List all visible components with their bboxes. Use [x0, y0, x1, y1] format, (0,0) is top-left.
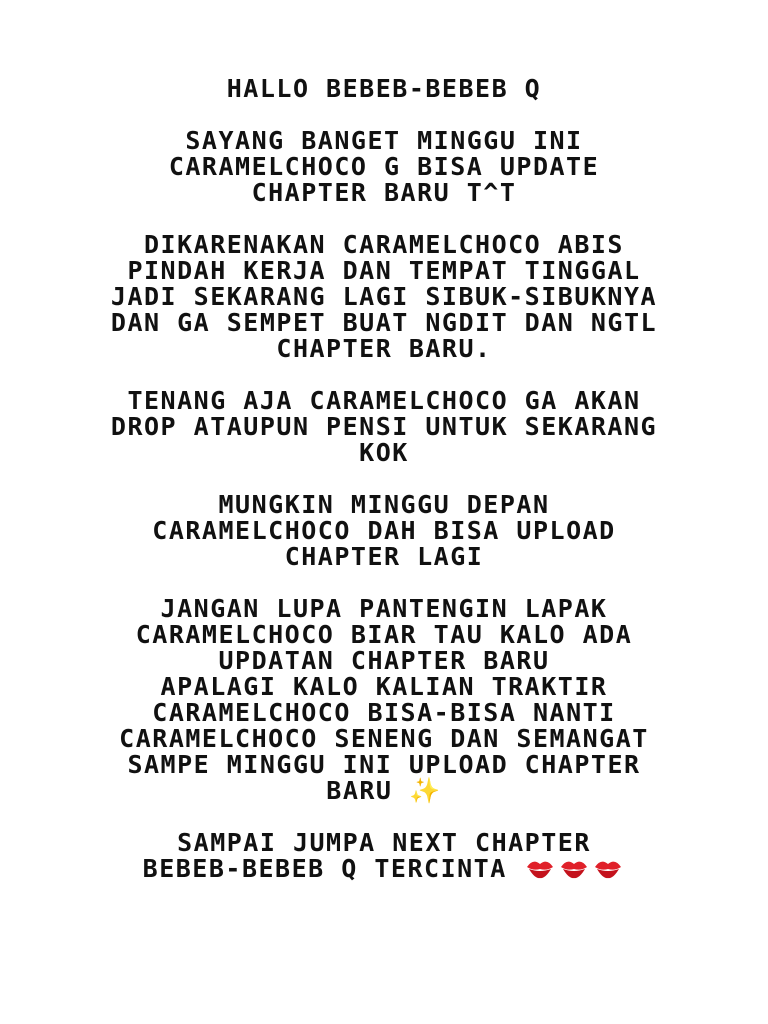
text-line: CARAMELCHOCO G BISA UPDATE [168, 152, 600, 181]
text-fragment: BARU [326, 776, 393, 805]
reason-paragraph [0, 232, 768, 362]
text-line: SAMPAI JUMPA NEXT CHAPTER [177, 828, 591, 857]
no-update-paragraph [0, 128, 768, 206]
text-line: MUNGKIN MINGGU DEPAN [218, 490, 550, 519]
text-line: JANGAN LUPA PANTENGIN LAPAK [160, 594, 608, 623]
farewell-paragraph [0, 830, 768, 882]
text-line: CHAPTER BARU. [276, 334, 492, 363]
reminder-paragraph [0, 596, 768, 804]
text-line: CARAMELCHOCO BIAR TAU KALO ADA [135, 620, 633, 649]
text-line: SAMPE MINGGU INI UPLOAD CHAPTER [127, 750, 641, 779]
text-line: JADI SEKARANG LAGI SIBUK-SIBUKNYA [110, 282, 658, 311]
text-line: UPDATAN CHAPTER BARU [218, 646, 550, 675]
text-line-with-emoji [0, 856, 768, 882]
kiss-mark-icon [559, 856, 589, 880]
text-line: CHAPTER BARU T^T [251, 178, 517, 207]
text-line: KOK [359, 438, 409, 467]
text-fragment: BEBEB-BEBEB Q TERCINTA [142, 854, 507, 883]
text-line: CHAPTER LAGI [284, 542, 484, 571]
text-line: SAYANG BANGET MINGGU INI [185, 126, 583, 155]
text-line: APALAGI KALO KALIAN TRAKTIR [160, 672, 608, 701]
text-line: DAN GA SEMPET BUAT NGDIT DAN NGTL [110, 308, 658, 337]
reassurance-paragraph [0, 388, 768, 466]
text-line: DROP ATAUPUN PENSI UNTUK SEKARANG [110, 412, 658, 441]
text-line: PINDAH KERJA DAN TEMPAT TINGGAL [127, 256, 641, 285]
text-line: TENANG AJA CARAMELCHOCO GA AKAN [127, 386, 641, 415]
kiss-mark-icon [593, 856, 623, 880]
text-line: CARAMELCHOCO BISA-BISA NANTI [152, 698, 616, 727]
sparkles-icon: ✨ [409, 776, 442, 805]
next-week-paragraph [0, 492, 768, 570]
text-line: HALLO BEBEB-BEBEB Q [226, 74, 542, 103]
text-line: CARAMELCHOCO SENENG DAN SEMANGAT [119, 724, 649, 753]
text-line: CARAMELCHOCO DAH BISA UPLOAD [152, 516, 616, 545]
text-line-with-emoji [0, 778, 768, 804]
kiss-mark-icon [525, 856, 555, 880]
greeting-paragraph [0, 76, 768, 102]
text-line: DIKARENAKAN CARAMELCHOCO ABIS [144, 230, 624, 259]
